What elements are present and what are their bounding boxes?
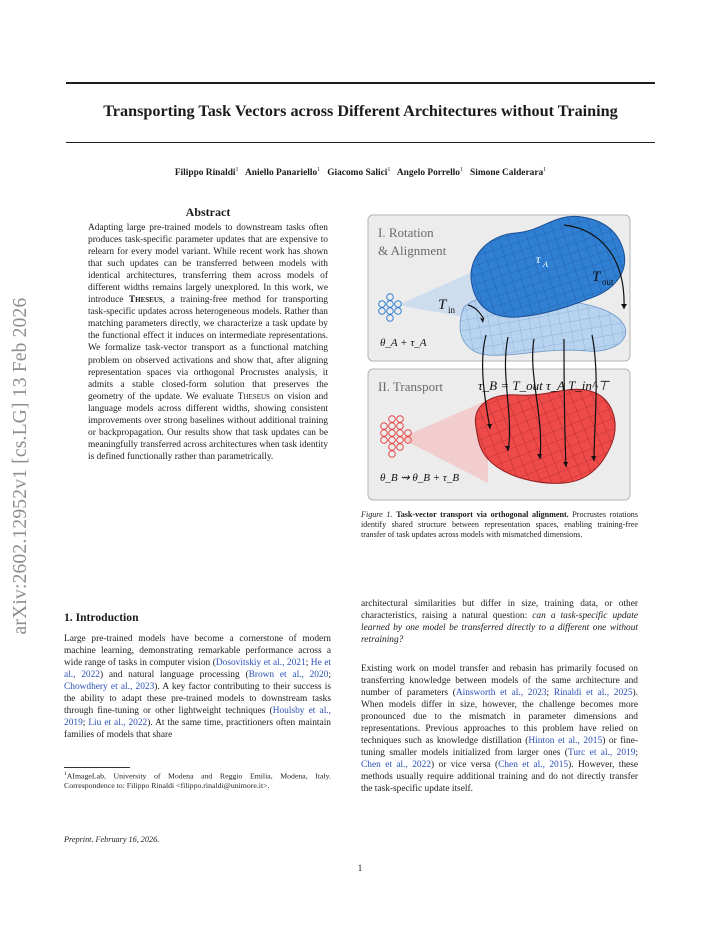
method-name: Theseus (237, 391, 270, 402)
citation-link[interactable]: Brown et al., 2020 (248, 669, 329, 680)
body-text: ; (635, 747, 638, 758)
method-name: Theseus (128, 295, 163, 306)
footnote-rule (64, 767, 130, 768)
panel-1-title-line-2: & Alignment (378, 243, 447, 258)
right-column-paragraph-2 (361, 664, 638, 795)
body-text: ) and natural language processing ( (99, 669, 249, 680)
author-name: Giacomo Salici (327, 168, 388, 179)
body-text: ) or fine-tuning smaller models initialized from larger ones ( (361, 735, 638, 758)
citation-link[interactable]: Turc et al., 2019 (567, 747, 636, 758)
affiliation-mark: 1 (317, 167, 321, 173)
body-text: ). A key factor contributing to their success is the ability to adapt these pre-trained models to downstream tasks through fine-tuning or other lightweight techniques ( (64, 681, 331, 716)
citation-link[interactable]: Ainsworth et al., 2023 (455, 687, 547, 698)
author-list (66, 167, 655, 178)
abstract-heading: Abstract (185, 205, 231, 219)
body-text: ). However, these methods usually require additional training and do not directly transfer the task-specific update itself. (361, 759, 638, 794)
body-text: ) or vice versa ( (431, 759, 499, 770)
affiliation-mark: 1 (459, 167, 463, 173)
label-theta-a: θ_A + τ_A (380, 337, 427, 349)
title-bottom-rule (66, 142, 655, 143)
preprint-date: Preprint. February 16, 2026. (64, 835, 160, 844)
right-column-paragraph-1 (361, 599, 638, 647)
transport-equation: τ_B = T_out τ_A T_in^⊤ (478, 378, 609, 393)
label-t-out-main: T (592, 269, 601, 285)
research-question: can a task-specific update learned by one model be transferred directly to a different one without retraining? (361, 610, 638, 645)
citation-link[interactable]: Hinton et al., 2015 (528, 735, 603, 746)
abstract-text: , a training-free method for transporting task-specific updates across heterogeneous models. Rather than matching parameters directly, we characterize a task update by the functional effect it induces on intermediate representations. We formalize task-vector transport as a functional matching problem on observed activations and show that, after aligning representation spaces via orthogonal Procrustes analysis, it admits a stable closed-form solution that preserves the geometry of the update. We evaluate (88, 295, 328, 402)
arxiv-side-label[interactable]: arXiv:2602.12952v1 [cs.LG] 13 Feb 2026 (10, 297, 31, 635)
author-name: Angelo Porrello (396, 168, 460, 179)
panel-1-title-line-1: I. Rotation (378, 225, 434, 240)
paper-title: Transporting Task Vectors across Different Architectures without Training (103, 102, 618, 120)
top-rule (66, 82, 655, 84)
figure-1 (368, 215, 630, 500)
section-heading-introduction: 1. Introduction (64, 611, 139, 624)
figure-label: Figure 1. (361, 510, 393, 519)
label-t-out-sub: out (602, 277, 614, 287)
citation-link[interactable]: Houlsby et al., 2019 (64, 705, 331, 728)
label-tau-a-main: τ (536, 252, 541, 266)
affiliation-mark: 1 (543, 167, 547, 173)
footnote-text: AImageLab, University of Modena and Reggio Emilia, Modena, Italy. Correspondence to: Filippo Rinaldi <filippo.rinaldi@unimore.it>. (64, 771, 331, 790)
affiliation-mark: 1 (235, 167, 239, 173)
introduction-paragraph (64, 634, 331, 742)
label-theta-b: θ_B ⇝ θ_B + τ_B (380, 472, 460, 484)
affiliation-mark: 1 (387, 167, 391, 173)
citation-link[interactable]: Rinaldi et al., 2025 (553, 687, 633, 698)
page-number: 1 (357, 864, 363, 874)
abstract-text: Adapting large pre-trained models to downstream tasks often produces task-specific parameter updates that are expensive to relearn for every model variant. While recent work has shown that such updates can be transferred between models with identical architectures, transferring them across models of different widths remains largely unexplored. In this work, we introduce (88, 223, 328, 306)
citation-link[interactable]: He et al., 2022 (64, 657, 331, 680)
citation-link[interactable]: Dosovitskiy et al., 2021 (215, 657, 306, 668)
author-name: Aniello Panariello (245, 168, 318, 179)
body-text: ; (328, 669, 331, 680)
footnote-mark: 1 (64, 771, 67, 777)
body-text: Existing work on model transfer and rebasin has primarily focused on transferring knowledge between models of the same architecture and number of parameters ( (361, 664, 638, 698)
citation-link[interactable]: Chen et al., 2022 (361, 759, 431, 770)
citation-link[interactable]: Chowdhery et al., 2023 (64, 681, 155, 692)
caption-text: Procrustes rotations identify shared structure between representation spaces, enabling training-free transfer of task updates across models with mismatched dimensions. (361, 510, 638, 540)
affiliation-footnote (64, 770, 331, 790)
author-name: Simone Calderara (470, 168, 544, 179)
citation-link[interactable]: Liu et al., 2022 (88, 717, 148, 728)
body-text: architectural similarities but differ in size, training data, or other characteristics, raising a natural question: (361, 599, 638, 621)
author-name: Filippo Rinaldi (174, 168, 236, 179)
body-text: ; (82, 717, 89, 728)
body-text: ). When models differ in size, however, the challenge becomes more pronounced due to the mismatch in parameter dimensions and representations. Previous approaches to this problem have relied on techniques such as knowledge distillation ( (361, 687, 638, 746)
citation-link[interactable]: Chen et al., 2015 (498, 759, 569, 770)
label-tau-a-sub: A (543, 260, 548, 269)
abstract-body (88, 222, 328, 463)
figure-caption (361, 510, 638, 541)
label-t-in-main: T (438, 297, 447, 313)
body-text: ; (546, 687, 554, 698)
body-text: ). At the same time, practitioners often maintain families of models that share (64, 717, 331, 740)
body-text: ; (305, 657, 311, 668)
caption-title: Task-vector transport via orthogonal alignment. (396, 510, 569, 519)
label-t-in-sub: in (448, 305, 456, 315)
body-text: Large pre-trained models have become a cornerstone of modern machine learning, demonstrating remarkable performance across a wide range of tasks in computer vision ( (64, 634, 331, 668)
abstract-text: on vision and language models across different widths, showing consistent improvements over strong baselines without additional training or backpropagation. Our results show that task updates can be meaningfully transferred across architectures when task identity is defined functionally rather than parametrically. (88, 391, 329, 462)
panel-2-title: II. Transport (378, 379, 444, 394)
